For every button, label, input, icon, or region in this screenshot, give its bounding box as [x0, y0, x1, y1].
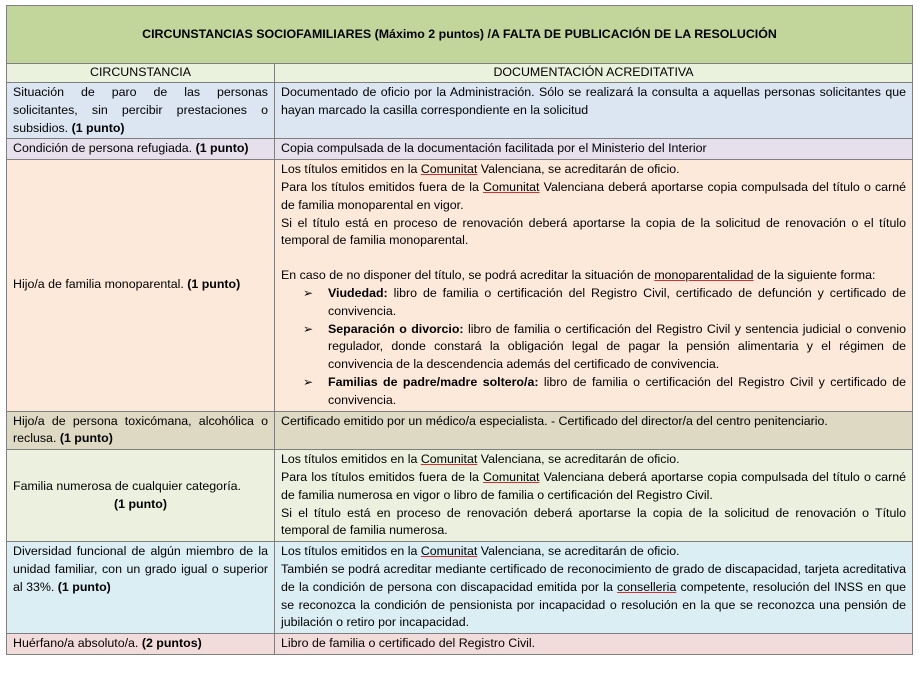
doc-numerosa: [275, 450, 913, 542]
row-huerfano: [7, 634, 913, 655]
circ-diversidad: [7, 542, 275, 634]
circ-text: Situación de paro de las personas solicitantes, sin percibir prestaciones o subsidios.: [13, 85, 268, 135]
doc-paragraph: Los títulos emitidos en la Comunitat Valenciana, se acreditarán de oficio.: [281, 544, 680, 559]
circ-points: (1 punto): [114, 496, 167, 511]
circ-paro: [7, 83, 275, 139]
doc-paragraph: También se podrá acreditar mediante certificado de reconocimiento de grado de discapacidad, tarjeta acreditativa de la condición de persona con discapacidad emitida por la conselleria competente, resolución del INSS en que se reconozca la condición de pensionista por incapacidad o resolución en la que se reconozca una pensión de jubilación o retiro por incapacidad.: [281, 561, 906, 630]
doc-paragraph: Para los títulos emitidos fuera de la Comunitat Valenciana deberá aportarse copia compulsada del título o carné de familia monoparental en vigor.: [281, 179, 906, 212]
row-refugiada: [7, 139, 913, 160]
circ-text: Familia numerosa de cualquier categoría.: [13, 478, 241, 493]
doc-huerfano: Libro de familia o certificado del Registro Civil.: [275, 634, 913, 655]
row-numerosa: [7, 450, 913, 542]
arrowhead-bullet-icon: ➢: [303, 285, 314, 300]
doc-diversidad: [275, 542, 913, 634]
doc-bullet-list: [281, 285, 906, 410]
list-item: ➢ Separación o divorcio: libro de familia o certificación del Registro Civil y sentencia judicial o convenio regulador, donde constará la obligación legal de pagar la pensión alimentaria y el régimen de convivencia de la descendencia además del certificado de convivencia.: [303, 321, 906, 372]
doc-paragraph: Para los títulos emitidos fuera de la Comunitat Valenciana deberá aportarse copia compulsada del título o carné de familia numerosa en vigor o libro de familia o certificación del Registro Civil.: [281, 469, 906, 502]
row-toxicomana: [7, 411, 913, 450]
circ-text: Huérfano/a absoluto/a.: [13, 636, 139, 651]
row-monoparental: [7, 160, 913, 411]
row-paro: [7, 83, 913, 139]
circ-text: Hijo/a de persona toxicómana, alcohólica o reclusa.: [13, 413, 268, 446]
list-item: ➢ Familias de padre/madre soltero/a: libro de familia o certificación del Registro Civil y certificado de convivencia.: [303, 374, 906, 407]
circ-monoparental: [7, 160, 275, 411]
row-diversidad: [7, 542, 913, 634]
doc-paragraph: Si el título está en proceso de renovación deberá aportarse la copia de la solicitud de renovación o Título temporal de familia numerosa.: [281, 505, 906, 538]
doc-paragraph: Los títulos emitidos en la Comunitat Valenciana, se acreditarán de oficio.: [281, 162, 680, 177]
doc-monoparental: [275, 160, 913, 411]
arrowhead-bullet-icon: ➢: [303, 374, 314, 389]
table-title: CIRCUNSTANCIAS SOCIOFAMILIARES (Máximo 2 puntos) /A FALTA DE PUBLICACIÓN DE LA RESOLUCIÓN: [7, 6, 913, 64]
doc-refugiada: Copia compulsada de la documentación facilitada por el Ministerio del Interior: [275, 139, 913, 160]
circ-points: (2 puntos): [141, 636, 202, 651]
doc-toxicomana: Certificado emitido por un médico/a especialista. - Certificado del director/a del centro penitenciario.: [275, 411, 913, 450]
doc-paragraph: Si el título está en proceso de renovación deberá aportarse la copia de la solicitud de renovación o el título temporal de familia monoparental.: [281, 215, 906, 248]
circ-points: (1 punto): [195, 141, 249, 156]
doc-paragraph: En caso de no disponer del título, se podrá acreditar la situación de monoparentalidad de la siguiente forma:: [281, 268, 876, 283]
circ-text: Diversidad funcional de algún miembro de la unidad familiar, con un grado igual o superior al 33%.: [13, 544, 268, 594]
header-documentacion: DOCUMENTACIÓN ACREDITATIVA: [275, 64, 913, 83]
criteria-table: [6, 5, 913, 655]
doc-paro: Documentado de oficio por la Administración. Sólo se realizará la consulta a aquellas personas solicitantes que hayan marcado la casilla correspondiente en la solicitud: [275, 83, 913, 139]
doc-paragraph: Los títulos emitidos en la Comunitat Valenciana, se acreditarán de oficio.: [281, 452, 680, 467]
circ-numerosa: [7, 450, 275, 542]
circ-huerfano: [7, 634, 275, 655]
circ-points: (1 punto): [59, 431, 113, 446]
circ-text: Condición de persona refugiada.: [13, 141, 193, 156]
circ-points: (1 punto): [71, 120, 125, 135]
header-circunstancia: CIRCUNSTANCIA: [7, 64, 275, 83]
circ-refugiada: [7, 139, 275, 160]
circ-toxicomana: [7, 411, 275, 450]
circ-text: Hijo/a de familia monoparental.: [13, 277, 184, 292]
circ-points: (1 punto): [57, 579, 111, 594]
list-item: ➢ Viudedad: libro de familia o certificación del Registro Civil, certificado de defunción y certificado de convivencia.: [303, 285, 906, 318]
arrowhead-bullet-icon: ➢: [303, 321, 314, 336]
circ-points: (1 punto): [187, 277, 241, 292]
